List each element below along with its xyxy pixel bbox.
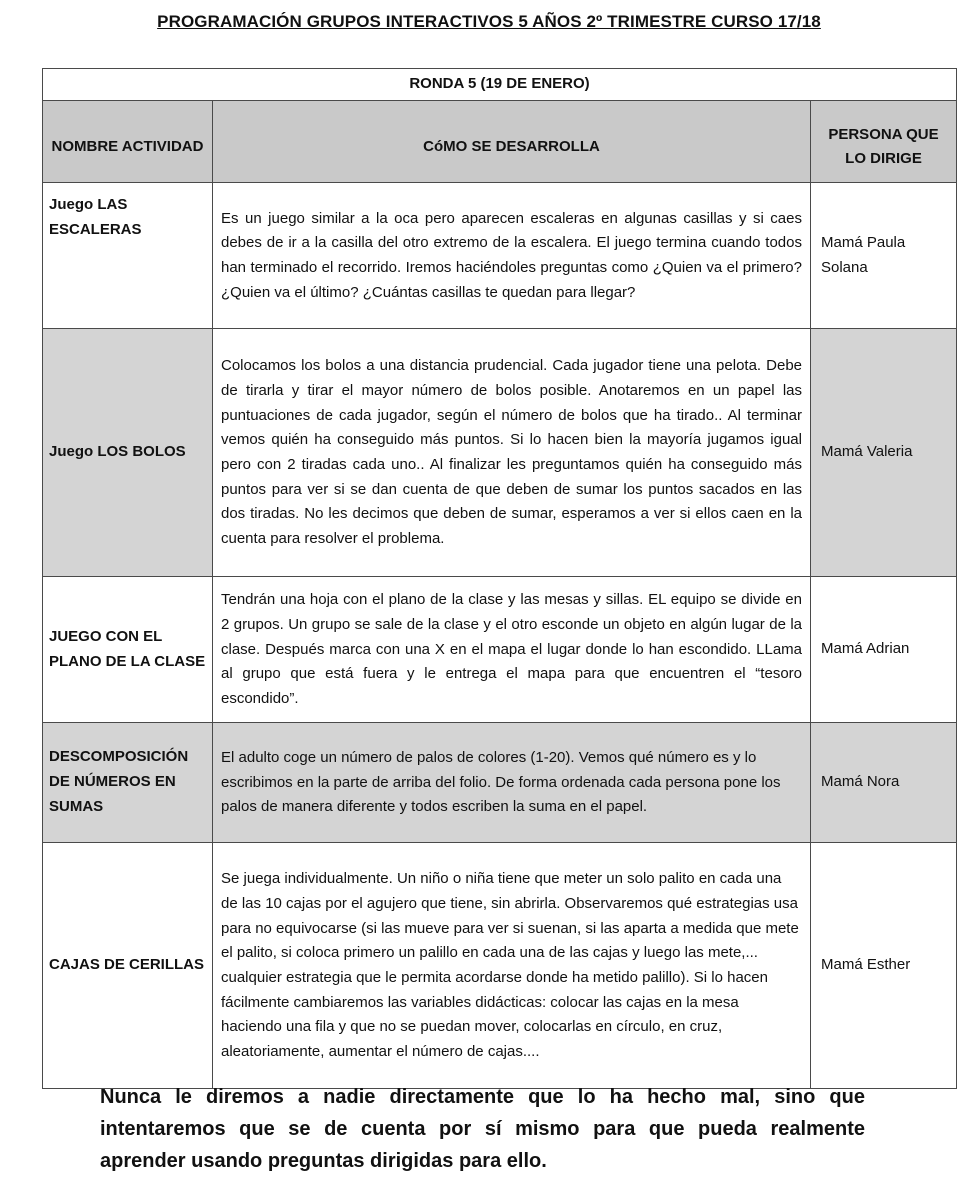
activity-description: Tendrán una hoja con el plano de la clase y las mesas y sillas. EL equipo se divide en 2 grupos. Un grupo se sale de la clase y el otro esconde un objeto en algún lugar de la clase. Después marca con una X en el mapa el lugar donde lo han escondido. LLama al grupo que está fuera y le entrega el mapa para que encuentren el “tesoro escondido”. xyxy=(213,577,811,723)
activity-person: Mamá Valeria xyxy=(811,329,957,577)
activity-description: El adulto coge un número de palos de colores (1-20). Vemos qué número es y lo escribimos en la parte de arriba del folio. De forma ordenada cada persona pone los palos de manera diferente y todos escriben la suma en el papel. xyxy=(213,723,811,843)
activity-person: Mamá Nora xyxy=(811,723,957,843)
document-title: PROGRAMACIÓN GRUPOS INTERACTIVOS 5 AÑOS 2º TRIMESTRE CURSO 17/18 xyxy=(157,12,821,31)
table-row xyxy=(43,843,957,1089)
closing-note: Nunca le diremos a nadie directamente que lo ha hecho mal, sino que intentaremos que se de cuenta por sí mismo para que pueda realmente aprender usando preguntas dirigidas para ello. xyxy=(100,1086,865,1172)
table-header-row xyxy=(43,101,957,183)
table-row xyxy=(43,577,957,723)
activity-name: JUEGO CON EL PLANO DE LA CLASE xyxy=(43,577,213,723)
activity-person: Mamá Paula Solana xyxy=(811,183,957,329)
activity-description: Se juega individualmente. Un niño o niña tiene que meter un solo palito en cada una de las 10 cajas por el agujero que tiene, sin abrirla. Observaremos qué estrategias usa para no equivocarse (si las mueve para ver si suenan, si las aparta a medida que mete el palito, si coloca primero un palillo en cada una de las cajas y luego las mete,... cualquier estrategia que le permita acordarse donde ha metido palillo). Si lo hacen fácilmente cambiaremos las variables didácticas: colocar las cajas en la mesa haciendo una fila y que no se puedan mover, colocarlas en círculo, en cruz, aleatoriamente, aumentar el número de cajas.... xyxy=(213,843,811,1089)
header-how: CóMO SE DESARROLLA xyxy=(213,101,811,183)
table-row xyxy=(43,723,957,843)
activity-person: Mamá Adrian xyxy=(811,577,957,723)
activity-description: Es un juego similar a la oca pero aparecen escaleras en algunas casillas y si caes debes de ir a la casilla del otro extremo de la escalera. El juego termina cuando todos han terminado el recorrido. Iremos haciéndoles preguntas como ¿Quien va el primero? ¿Quien va el último? ¿Cuántas casillas te quedan para llegar? xyxy=(213,183,811,329)
activity-name: DESCOMPOSICIÓN DE NÚMEROS EN SUMAS xyxy=(43,723,213,843)
table-row xyxy=(43,329,957,577)
activity-name: Juego LAS ESCALERAS xyxy=(43,183,213,329)
round-header: RONDA 5 (19 DE ENERO) xyxy=(43,69,957,101)
header-person: PERSONA QUE LO DIRIGE xyxy=(811,101,957,183)
table-row xyxy=(43,183,957,329)
activity-name: Juego LOS BOLOS xyxy=(43,329,213,577)
activity-description: Colocamos los bolos a una distancia prudencial. Cada jugador tiene una pelota. Debe de tirarla y tirar el mayor número de bolos posible. Anotaremos en un papel las puntuaciones de cada jugador, según el número de bolos que ha tirado.. Al terminar vemos quién ha conseguido más puntos. Si lo hacen bien la mayoría jugamos igual pero con 2 tiradas cada uno.. Al finalizar les preguntamos quién ha conseguido más puntos para ver si se dan cuenta de que deben de sumar los puntos sacados en las dos tiradas. No les decimos que deben de sumar, esperamos a ver si ellos caen en la cuenta para resolver el problema. xyxy=(213,329,811,577)
activities-table xyxy=(42,68,957,1089)
activity-name: CAJAS DE CERILLAS xyxy=(43,843,213,1089)
header-activity: NOMBRE ACTIVIDAD xyxy=(43,101,213,183)
activity-person: Mamá Esther xyxy=(811,843,957,1089)
